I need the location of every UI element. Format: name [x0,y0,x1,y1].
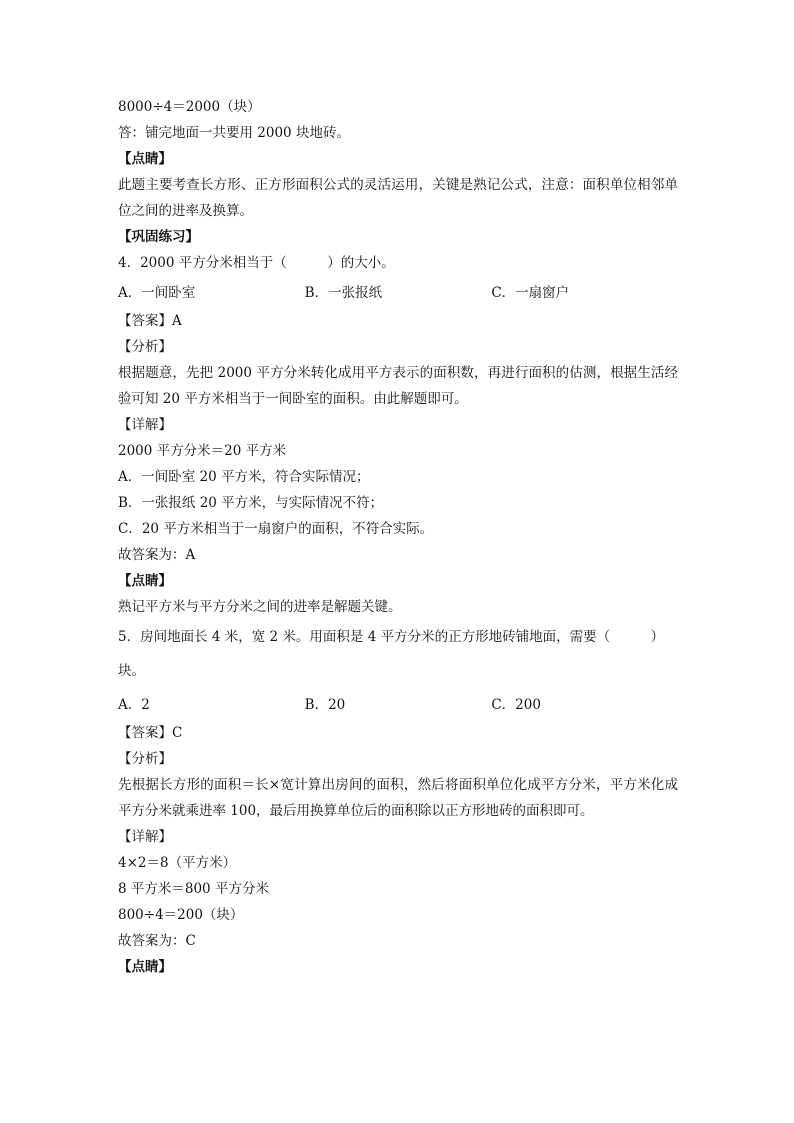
detail-line: 8 平方米＝800 平方分米 [118,881,269,897]
dianjing-heading: 【点睛】 [118,959,172,975]
answer-sentence: 答：铺完地面一共要用 2000 块地砖。 [118,125,350,141]
analysis-heading: 【分析】 [118,339,172,355]
dianjing-heading: 【点睛】 [118,573,172,589]
document-page [118,94,678,980]
question-4-options [118,280,678,306]
analysis-text: 先根据长方形的面积＝长×宽计算出房间的面积，然后将面积单位化成平方分米，平方米化成平方分米就乘进率 100，最后用换算单位后的面积除以正方形地砖的面积即可。 [118,777,678,819]
question-5: 5．房间地面长 4 米，宽 2 米。用面积是 4 平方分米的正方形地砖铺地面，需要（ ）块。 [118,629,665,679]
option-a: A．一间卧室 [118,285,196,301]
detail-heading: 【详解】 [118,417,172,433]
question-4: 4．2000 平方分米相当于（ ）的大小。 [118,255,395,271]
analysis-text: 根据题意，先把 2000 平方分米转化成用平方表示的面积数，再进行面积的估测，根据生活经验可知 20 平方米相当于一间卧室的面积。由此解题即可。 [118,365,678,407]
analysis-heading: 【分析】 [118,751,172,767]
answer-label: 【答案】C [118,725,183,741]
option-b: B．20 [304,697,346,713]
gonggu-heading: 【巩固练习】 [118,229,199,245]
detail-line: 2000 平方分米＝20 平方米 [118,443,287,459]
dianjing-text: 此题主要考查长方形、正方形面积公式的灵活运用，关键是熟记公式，注意：面积单位相邻单位之间的进率及换算。 [118,177,678,219]
option-c: C．一扇窗户 [491,285,570,301]
detail-line: B．一张报纸 20 平方米，与实际情况不符； [118,495,384,511]
option-c: C．200 [491,697,541,713]
dianjing-text: 熟记平方米与平方分米之间的进率是解题关键。 [118,599,402,615]
detail-line: 4×2＝8（平方米） [118,855,237,871]
detail-line: 故答案为：A [118,547,196,563]
option-a: A．2 [118,697,150,713]
calc-line: 8000÷4＝2000（块） [118,99,261,115]
detail-line: A．一间卧室 20 平方米，符合实际情况； [118,469,370,485]
detail-line: C．20 平方米相当于一扇窗户的面积，不符合实际。 [118,521,434,537]
detail-heading: 【详解】 [118,829,172,845]
question-5-options [118,692,678,718]
detail-line: 800÷4＝200（块） [118,907,244,923]
dianjing-heading: 【点睛】 [118,151,172,167]
answer-label: 【答案】A [118,313,182,329]
detail-line: 故答案为：C [118,933,196,949]
option-b: B．一张报纸 [304,285,383,301]
